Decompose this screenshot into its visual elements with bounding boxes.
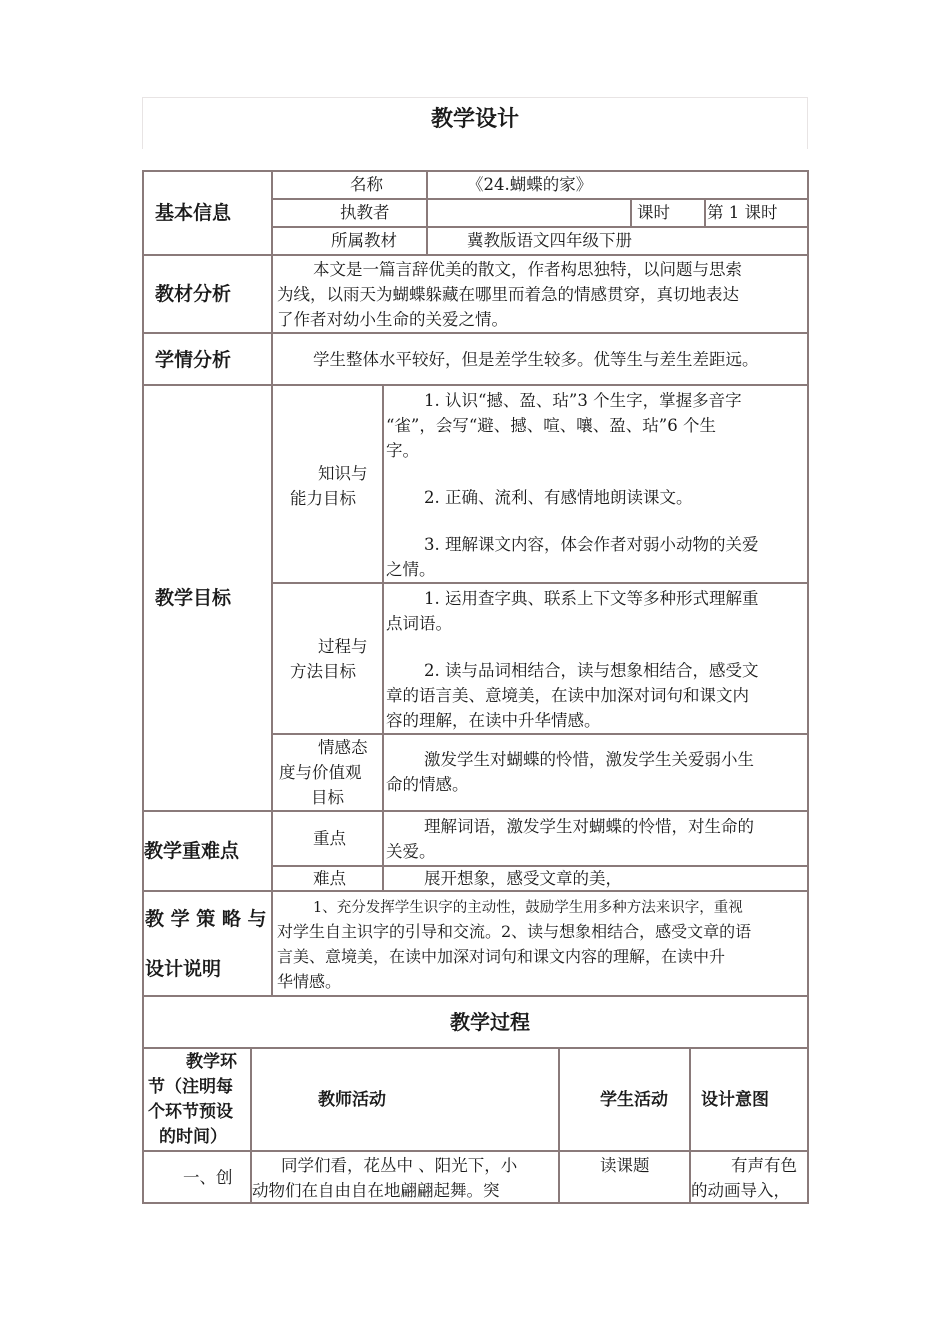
material-line-2: 为线，以雨天为蝴蝶躲藏在哪里而着急的情感贯穿，真切地表达 xyxy=(277,285,739,304)
teacher-label: 执教者 xyxy=(340,203,390,222)
period-label: 课时 xyxy=(637,203,670,222)
emotion-label-1: 情感态 xyxy=(318,738,368,757)
stage-header-1: 教学环 xyxy=(186,1052,237,1072)
process-item2-line1: 2. 读与品词相结合，读与想象相结合，感受文 xyxy=(424,661,759,680)
process-title: 教学过程 xyxy=(450,1010,530,1034)
document-title: 教学设计 xyxy=(142,97,808,149)
strategy-label-1: 教 学 策 略 与 xyxy=(145,908,267,930)
design-header: 设计意图 xyxy=(701,1090,769,1110)
knowledge-item3-line2: 之情。 xyxy=(386,560,436,579)
strategy-label-2: 设计说明 xyxy=(145,958,222,980)
knowledge-item1-line3: 字。 xyxy=(386,441,419,460)
material-line-3: 了作者对幼小生命的关爱之情。 xyxy=(277,310,508,329)
strategy-line-3: 言美、意境美，在读中加深对词句和课文内容的理解，在读中升 xyxy=(277,947,726,966)
key-text-line2: 关爱。 xyxy=(386,842,436,861)
stage-header-4: 的时间） xyxy=(159,1127,227,1147)
difficult-label: 难点 xyxy=(313,869,346,888)
textbook-label: 所属教材 xyxy=(331,231,397,250)
emotion-text-line2: 命的情感。 xyxy=(386,775,469,794)
knowledge-label-1: 知识与 xyxy=(318,464,368,483)
knowledge-item1-line1: 1. 认识“撼、盈、玷”3 个生字，掌握多音字 xyxy=(424,391,742,410)
knowledge-item1-line2: “雀”，会写“避、撼、喧、嚷、盈、玷”6 个生 xyxy=(386,416,716,435)
emotion-label-3: 目标 xyxy=(311,788,344,807)
textbook-value: 冀教版语文四年级下册 xyxy=(467,231,632,250)
knowledge-item2: 2. 正确、流利、有感情地朗读课文。 xyxy=(424,488,693,507)
knowledge-item3-line1: 3. 理解课文内容，体会作者对弱小动物的关爱 xyxy=(424,535,759,554)
row1-design-line2: 的动画导入， xyxy=(691,1181,790,1200)
teacher-header: 教师活动 xyxy=(318,1090,386,1110)
key-label: 重点 xyxy=(313,829,346,848)
teacher-value-cell xyxy=(426,198,632,228)
material-label: 教材分析 xyxy=(155,283,232,305)
student-text: 学生整体水平较好，但是差学生较多。优等生与差生差距远。 xyxy=(313,350,759,369)
process-label-1: 过程与 xyxy=(318,637,368,656)
name-label: 名称 xyxy=(350,175,383,194)
emotion-label-2: 度与价值观 xyxy=(279,763,362,782)
difficult-text: 展开想象，感受文章的美， xyxy=(424,869,622,888)
row1-stage: 一、创 xyxy=(183,1168,233,1187)
strategy-line-2: 对学生自主识字的引导和交流。2、读与想象相结合，感受文章的语 xyxy=(277,922,752,941)
row1-teacher-line1: 同学们看，花丛中 、阳光下，小 xyxy=(281,1156,518,1175)
process-label-2: 方法目标 xyxy=(290,662,356,681)
process-item2-line2: 章的语言美、意境美，在读中加深对词句和课文内 xyxy=(386,686,749,705)
student-header: 学生活动 xyxy=(600,1090,668,1110)
knowledge-label-2: 能力目标 xyxy=(290,489,356,508)
teacher-header-cell xyxy=(250,1047,560,1152)
student-label: 学情分析 xyxy=(155,349,232,371)
basic-info-label: 基本信息 xyxy=(155,202,232,224)
row1-design-line1: 有声有色 xyxy=(731,1156,797,1175)
strategy-line-1: 1、充分发挥学生识字的主动性，鼓励学生用多种方法来识字，重视 xyxy=(313,900,743,916)
emotion-text-line1: 激发学生对蝴蝶的怜惜，激发学生关爱弱小生 xyxy=(424,750,754,769)
stage-header-3: 个环节预设 xyxy=(148,1102,233,1122)
stage-header-2: 节（注明每 xyxy=(148,1077,233,1097)
name-value: 《24.蝴蝶的家》 xyxy=(467,175,593,194)
process-item2-line3: 容的理解，在读中升华情感。 xyxy=(386,711,601,730)
goals-label: 教学目标 xyxy=(155,587,232,609)
key-text-line1: 理解词语，激发学生对蝴蝶的怜惜，对生命的 xyxy=(424,817,754,836)
row1-teacher-line2: 动物们在自由自在地翩翩起舞。突 xyxy=(252,1181,500,1200)
material-line-1: 本文是一篇言辞优美的散文，作者构思独特，以问题与思索 xyxy=(313,260,742,279)
strategy-line-4: 华情感。 xyxy=(277,972,342,991)
process-item1-line1: 1. 运用查字典、联系上下文等多种形式理解重 xyxy=(424,589,759,608)
process-item1-line2: 点词语。 xyxy=(386,614,452,633)
period-value: 第 1 课时 xyxy=(707,203,778,222)
keypoints-label: 教学重难点 xyxy=(144,840,240,862)
row1-student: 读课题 xyxy=(600,1156,650,1175)
